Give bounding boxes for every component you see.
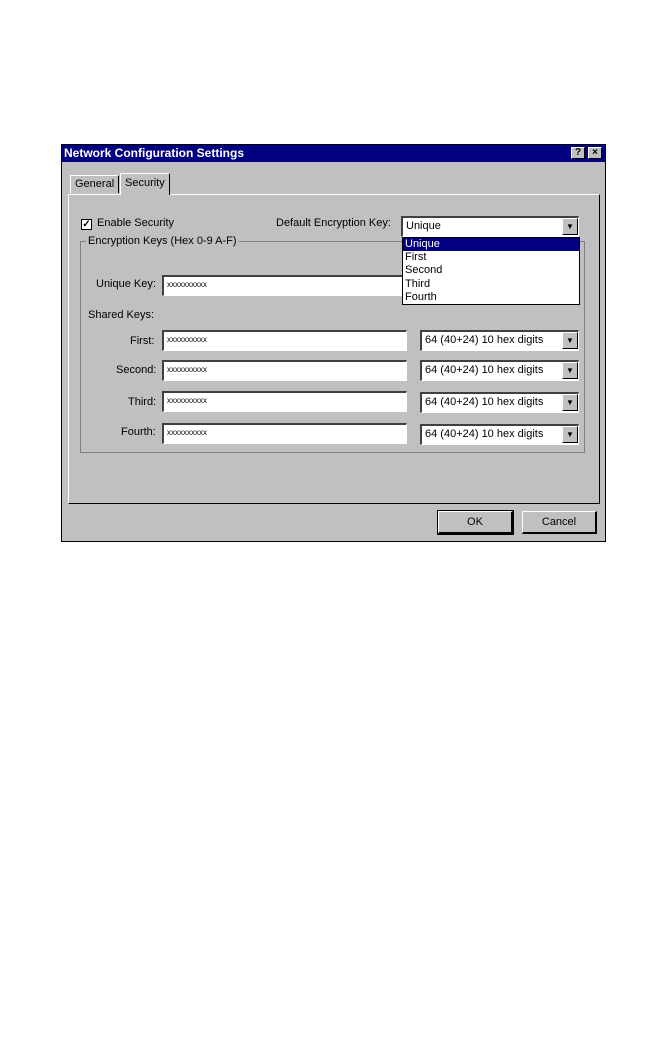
fourth-key-label: Fourth: <box>121 426 156 438</box>
chevron-down-icon[interactable]: ▼ <box>562 218 578 235</box>
shared-keys-label: Shared Keys: <box>88 309 155 321</box>
default-key-select[interactable] <box>401 216 579 237</box>
default-key-label: Default Encryption Key: <box>276 217 391 229</box>
chevron-down-icon[interactable]: ▼ <box>562 362 578 379</box>
second-key-length-select[interactable] <box>420 360 579 381</box>
help-button[interactable]: ? <box>571 147 585 159</box>
third-key-length-select[interactable] <box>420 392 579 413</box>
check-icon: ✓ <box>82 219 91 230</box>
third-key-label: Third: <box>128 396 157 408</box>
enable-security-label: Enable Security <box>97 217 175 229</box>
first-key-field[interactable]: xxxxxxxxxx <box>162 330 407 351</box>
dropdown-option-second[interactable]: Second <box>405 264 443 277</box>
tab-security[interactable]: Security <box>120 173 170 195</box>
dropdown-option-fourth[interactable]: Fourth <box>405 290 437 303</box>
enable-security-checkbox[interactable] <box>81 219 92 230</box>
fourth-key-field[interactable]: xxxxxxxxxx <box>162 423 407 444</box>
unique-key-field[interactable]: xxxxxxxxxx <box>162 275 407 296</box>
dropdown-option-third[interactable]: Third <box>405 277 431 290</box>
title-bar[interactable] <box>62 145 605 162</box>
fourth-key-length-value: 64 (40+24) 10 hex digits <box>425 428 544 440</box>
second-key-length-value: 64 (40+24) 10 hex digits <box>425 364 544 376</box>
third-key-field[interactable]: xxxxxxxxxx <box>162 391 407 412</box>
second-key-field[interactable]: xxxxxxxxxx <box>162 360 407 381</box>
ok-button[interactable]: OK <box>438 511 513 534</box>
first-key-label: First: <box>130 335 155 347</box>
chevron-down-icon[interactable]: ▼ <box>562 426 578 443</box>
cancel-button[interactable]: Cancel <box>522 511 597 534</box>
chevron-down-icon[interactable]: ▼ <box>562 394 578 411</box>
dropdown-option-unique[interactable]: Unique <box>403 238 579 251</box>
unique-key-label: Unique Key: <box>96 278 156 290</box>
chevron-down-icon[interactable]: ▼ <box>562 332 578 349</box>
window-title: Network Configuration Settings <box>64 146 244 160</box>
close-button[interactable]: × <box>588 147 602 159</box>
first-key-length-value: 64 (40+24) 10 hex digits <box>425 334 544 346</box>
second-key-label: Second: <box>116 364 157 376</box>
third-key-length-value: 64 (40+24) 10 hex digits <box>425 396 544 408</box>
tab-general[interactable]: General <box>70 175 119 193</box>
dropdown-option-first[interactable]: First <box>405 251 427 264</box>
default-key-value: Unique <box>406 220 441 232</box>
fourth-key-length-select[interactable] <box>420 424 579 445</box>
encryption-keys-group-label: Encryption Keys (Hex 0-9 A-F) <box>88 235 237 247</box>
first-key-length-select[interactable] <box>420 330 579 351</box>
default-key-dropdown <box>402 237 580 305</box>
network-config-dialog <box>61 144 606 542</box>
